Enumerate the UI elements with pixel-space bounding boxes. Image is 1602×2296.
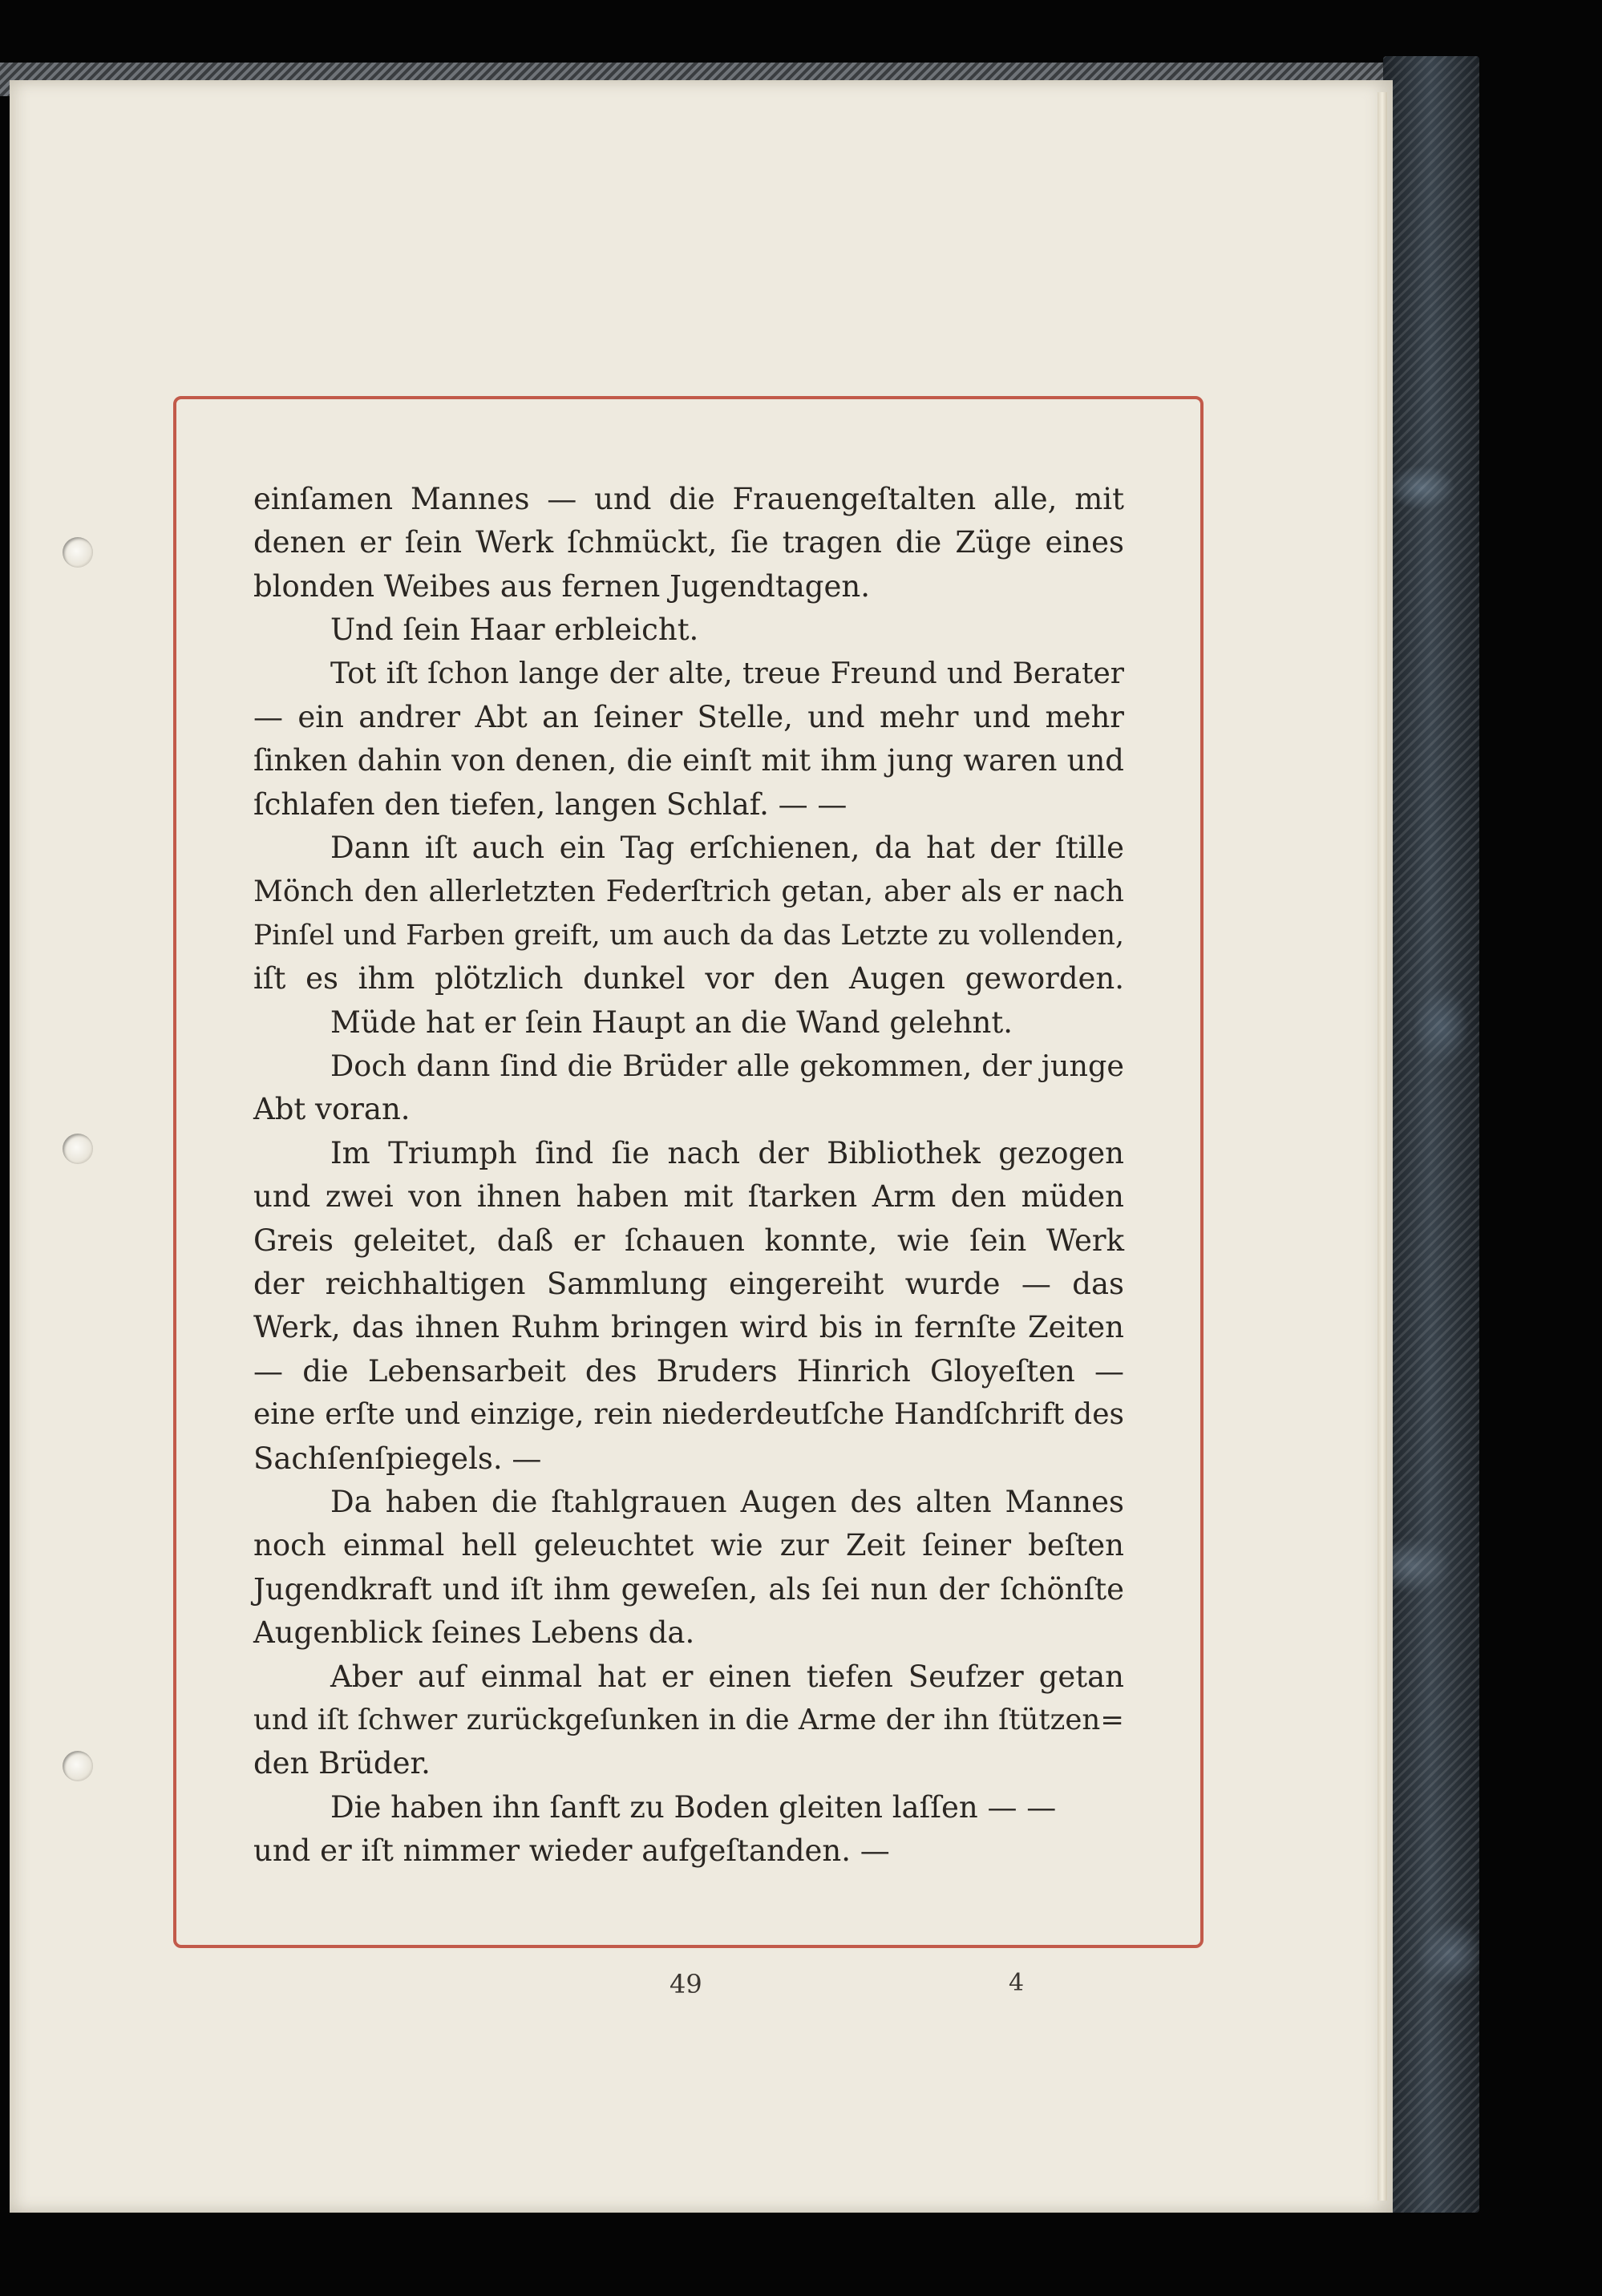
text-line: Dann iſt auch ein Tag erſchienen, da hat der ſtille xyxy=(330,831,1124,866)
text-line: — ein andrer Abt an ſeiner Stelle, und mehr und mehr xyxy=(253,699,1124,734)
punch-hole xyxy=(63,1751,93,1781)
text-line: Da haben die ſtahlgrauen Augen des alten Mannes xyxy=(330,1484,1124,1519)
text-line: denen er ſein Werk ſchmückt, ſie tragen die Züge eines xyxy=(253,525,1124,560)
text-line: der reichhaltigen Sammlung eingereiht wurde — das xyxy=(253,1267,1124,1302)
text-line: Augenblick ſeines Lebens da. xyxy=(253,1615,695,1651)
text-line: blonden Weibes aus fernen Jugendtagen. xyxy=(253,568,870,604)
text-line: den Brüder. xyxy=(253,1746,431,1781)
text-line: und iſt ſchwer zurückgeſunken in die Arme der ihn ſtützen= xyxy=(253,1703,1124,1736)
text-line: Und ſein Haar erbleicht. xyxy=(330,612,699,648)
text-line: und er iſt nimmer wieder aufgeſtanden. — xyxy=(253,1833,890,1869)
text-line: noch einmal hell geleuchtet wie zur Zeit ſeiner beſten xyxy=(253,1528,1124,1563)
text-line: Mönch den allerletzten Federſtrich getan, aber als er nach xyxy=(253,875,1124,908)
text-line: ſchlafen den tiefen, langen Schlaf. — — xyxy=(253,786,848,822)
text-line: Pinſel und Farben greift, um auch da das Letzte zu vollenden, xyxy=(253,919,1124,952)
page-number: 49 xyxy=(670,1969,702,1999)
text-line: Abt voran. xyxy=(253,1092,411,1127)
text-line: Werk, das ihnen Ruhm bringen wird bis in fernſte Zeiten xyxy=(253,1310,1124,1345)
text-line: eine erſte und einzige, rein niederdeutſche Handſchrift des xyxy=(253,1398,1124,1432)
signature-mark: 4 xyxy=(1009,1969,1025,1997)
text-line: Im Triumph ſind ſie nach der Bibliothek gezogen xyxy=(330,1135,1124,1170)
text-line: iſt es ihm plötzlich dunkel vor den Augen geworden. xyxy=(253,961,1124,996)
marbled-binding xyxy=(1383,56,1479,2213)
text-line: Tot iſt ſchon lange der alte, treue Freund und Berater xyxy=(330,657,1124,690)
text-line: einſamen Mannes — und die Frauengeſtalten alle, mit xyxy=(253,482,1124,516)
text-line: ſinken dahin von denen, die einſt mit ihm jung waren und xyxy=(253,743,1124,778)
text-line: Aber auf einmal hat er einen tiefen Seufzer getan xyxy=(330,1659,1124,1694)
punch-hole xyxy=(63,1134,93,1164)
text-line: Müde hat er ſein Haupt an die Wand gelehnt. xyxy=(330,1004,1013,1040)
punch-hole xyxy=(63,537,93,568)
text-line: und zwei von ihnen haben mit ſtarken Arm den müden xyxy=(253,1179,1124,1215)
body-text xyxy=(253,478,1124,1874)
page-edge xyxy=(1377,92,1387,2201)
text-line: Jugendkraft und iſt ihm geweſen, als ſei nun der ſchönſte xyxy=(253,1571,1124,1607)
text-line: Greis geleitet, daß er ſchauen konnte, wie ſein Werk xyxy=(253,1223,1124,1258)
text-line: Doch dann ſind die Brüder alle gekommen, der junge xyxy=(330,1049,1124,1084)
text-line: Sachſenſpiegels. — xyxy=(253,1441,542,1476)
text-line: Die haben ihn ſanft zu Boden gleiten laſſen — — xyxy=(330,1789,1057,1825)
text-line: — die Lebensarbeit des Bruders Hinrich Gloyeſten — xyxy=(253,1353,1124,1389)
